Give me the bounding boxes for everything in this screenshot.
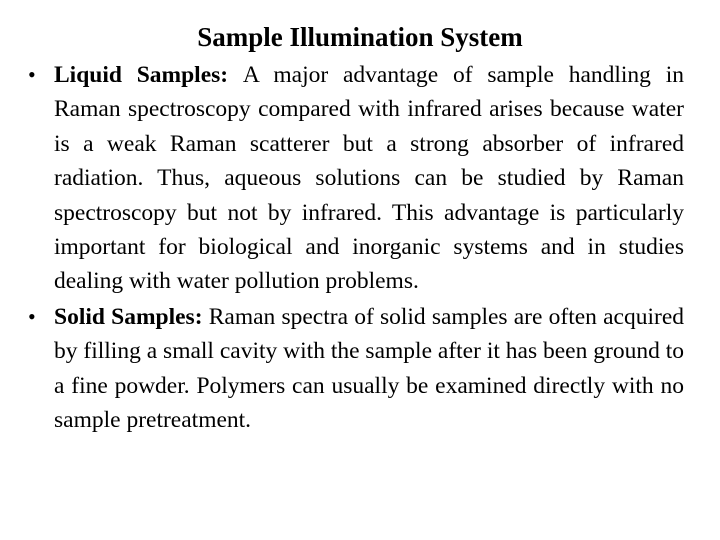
bullet-solid-samples: [28, 300, 684, 438]
bullet-liquid-samples: [28, 58, 684, 299]
slide-title: Sample Illumination System: [197, 22, 523, 52]
bullet-list: [28, 58, 684, 438]
bullet-text: Raman spectra of solid samples are often acquired by filling a small cavity with the sample after it has been ground to a fine powder. Polymers can usually be examined directly with no sample pretreatment.: [54, 303, 684, 434]
bullet-term: Liquid Samples:: [54, 62, 243, 88]
bullet-term: Solid Samples:: [54, 303, 209, 330]
bullet-icon: •: [28, 303, 36, 329]
bullet-text: A major advantage of sample handling in Raman spectroscopy compared with infrared arises because water is a weak Raman scatterer but a strong absorber of infrared radiation. Thus, aqueous solutions can be studied by Raman spectroscopy but not by infrared. This advantage is particularly important for biological and inorganic systems and in studies dealing with water pollution problems.: [54, 62, 684, 295]
bullet-icon: •: [28, 62, 36, 87]
